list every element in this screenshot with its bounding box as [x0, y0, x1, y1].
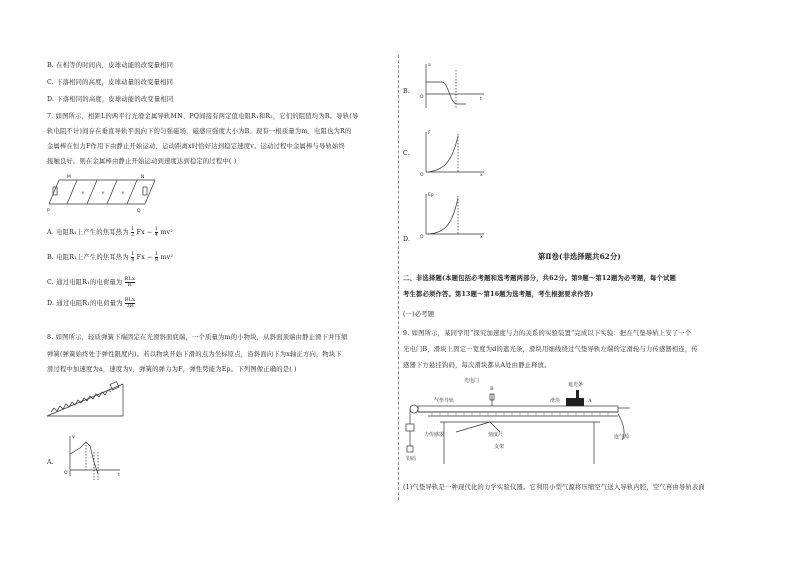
origin-label: O: [420, 173, 424, 178]
q7-line-2: 轨电阻不计)间存在垂直导轨平面向下的匀强磁场，磁感应强度大小为B。现有一根质量为m、电阻也为R的: [47, 128, 352, 135]
axis-label-t: t: [480, 97, 482, 102]
q7-option-b-text: B. 电阻R₁上产生的焦耳热为: [47, 254, 129, 261]
label-support: 支架: [494, 444, 505, 450]
svg-text:M: M: [67, 175, 71, 180]
q7-line-3: 金属棒在恒力F作用下由静止开始运动，运动距离x时恰好达到稳定速度v。运动过程中金属棒与导轨始终: [47, 143, 345, 150]
fraction: [125, 298, 135, 309]
fraction-num: 1: [131, 226, 135, 232]
q7-option-b-post: mv²: [160, 254, 174, 261]
label-air-source: 连气源: [614, 434, 630, 440]
fraction: [125, 277, 135, 288]
column-divider: [398, 55, 399, 500]
option-c-q6: C. 下落相同的高度，皮球动量的改变量相同: [47, 79, 174, 86]
shading-strip: [576, 390, 579, 398]
rails-figure: [47, 172, 157, 214]
origin-label: O: [64, 471, 68, 476]
option-c-label: C.: [403, 150, 410, 157]
option-a-label: A.: [47, 459, 54, 466]
label-shading-strip: 遮光条: [568, 382, 584, 388]
label-a: A: [588, 398, 592, 404]
option-b-label: B.: [403, 88, 411, 95]
required-label: (一)必考题: [403, 311, 435, 318]
origin-label: O: [420, 95, 424, 100]
fraction-num: 1: [154, 251, 159, 257]
incline-figure: [45, 378, 127, 420]
option-d-label: D.: [403, 236, 411, 243]
fraction-den: 4: [154, 232, 159, 238]
fraction-den: R: [127, 282, 132, 288]
fraction: [155, 227, 158, 238]
q7-option-b: [47, 252, 173, 263]
fraction: [131, 252, 134, 263]
label-air-rail: 气垫导轨: [434, 398, 455, 404]
fraction-num: BLx: [124, 297, 136, 303]
section-title: 第Ⅱ卷(非选择题共62分): [538, 252, 621, 261]
axis-label-v: v: [72, 435, 75, 440]
q7-line-1: 7. 如图所示，相距L的两平行光滑金属导轨MN、PQ间接有两定值电阻R₁和R₂，它们的阻值均为R。导轨(导: [47, 113, 359, 120]
axis-label-ep: Ep: [428, 193, 434, 198]
svg-text:Q: Q: [137, 209, 141, 214]
graph-c: [418, 128, 488, 178]
part2-line-1: 二、非选择题(本题包括必考题和选考题两部分，共62分。第9题～第12题为必考题，每个试题: [403, 275, 676, 282]
svg-text:×: ×: [121, 191, 125, 196]
fraction-den: 3R: [126, 303, 134, 309]
svg-text:P: P: [47, 209, 50, 214]
q7-option-a-post: mv²: [160, 229, 174, 236]
fraction-den: 4: [131, 257, 135, 263]
axis-label-x: x: [480, 173, 483, 178]
graph-d: [418, 190, 488, 242]
svg-text:×: ×: [81, 191, 85, 196]
part2-line-2: 考生都必须作答。第13题～第16题为选考题，考生根据要求作答): [403, 291, 594, 298]
origin-label: O: [420, 235, 424, 240]
label-slider: 滑块: [550, 398, 561, 404]
label-ruler: 刻度尺: [488, 432, 504, 438]
fraction-num: 1: [131, 251, 135, 257]
slider-block: [566, 398, 584, 406]
axis-label-a: a: [428, 63, 431, 68]
q7-option-d: [47, 298, 135, 309]
q9-line-1: 9. 如图所示，某同学用“探究加速度与力的关系的实验装置”完成以下实验：把在气垫导轨上安了一个: [403, 330, 692, 337]
axis-label-t: t: [118, 473, 120, 478]
label-force-sensor: 力传感器: [424, 432, 445, 438]
q7-option-d-text: D. 通过电阻R₁的电荷量为: [47, 300, 123, 307]
q7-option-c-text: C. 通过电阻R₁的电荷量为: [47, 279, 123, 286]
axis-label-x: x: [480, 235, 483, 240]
q7-line-4: 接触良好。则在金属棒由静止开始运动到速度达到稳定的过程中( ): [47, 158, 237, 165]
fraction-num: 1: [154, 226, 159, 232]
option-b-q6: B. 在相等的时间内，皮球动能的改变量相同: [47, 62, 174, 69]
q7-option-a: [47, 227, 173, 238]
q7-option-c: [47, 277, 135, 288]
axis-label-f: F: [428, 131, 431, 136]
fraction: [155, 252, 158, 263]
q8-line-3: 滑过程中加速度为a，速度为v，弹簧的弹力为F，弹性势能为Ep。下列图像正确的是( ): [47, 366, 297, 373]
label-weight: 钩码: [406, 456, 417, 462]
fraction-den: 2: [131, 232, 135, 238]
graph-a: [62, 432, 124, 482]
q9-line-2: 光电门B，滑块上固定一宽度为d的遮光条，滑块用细线绕过气垫导轨左端的定滑轮与力传感器相连，传: [403, 346, 698, 353]
label-photogate: 光电门: [464, 378, 480, 384]
fraction: [131, 227, 134, 238]
graph-b: [418, 60, 488, 112]
fraction-den: 8: [154, 257, 159, 263]
air-track-figure: [404, 374, 634, 474]
svg-text:×: ×: [101, 191, 105, 196]
q7-option-b-mid: Fx −: [136, 254, 155, 261]
label-b: B: [490, 386, 494, 392]
q7-option-a-mid: Fx −: [136, 229, 155, 236]
q8-line-1: 8. 如图所示，轻质弹簧下端固定在光滑斜面底端，一个质量为m的小物块，从斜面顶端由静止滑下并压缩: [47, 334, 348, 341]
svg-text:N: N: [141, 175, 145, 180]
q9-sub-1: (1)气垫导轨是一种现代化的力学实验仪器。它利用小型气源将压缩空气送入导轨内腔，空气再由导轨表面: [403, 484, 705, 491]
q9-line-3: 感器下方悬挂钩码，每次滑块都从A处由静止释放。: [403, 362, 551, 369]
q8-line-2: 弹簧(弹簧始终处于弹性限度内)。若以物块开始下滑的点为坐标原点，沿斜面向下为x轴正方向，物块下: [47, 351, 342, 358]
option-d-q6: D. 下落相同的高度，皮球动能的改变量相同: [47, 96, 174, 103]
q7-option-a-text: A. 电阻R₁上产生的焦耳热为: [47, 229, 129, 236]
fraction-num: BLx: [124, 276, 135, 282]
